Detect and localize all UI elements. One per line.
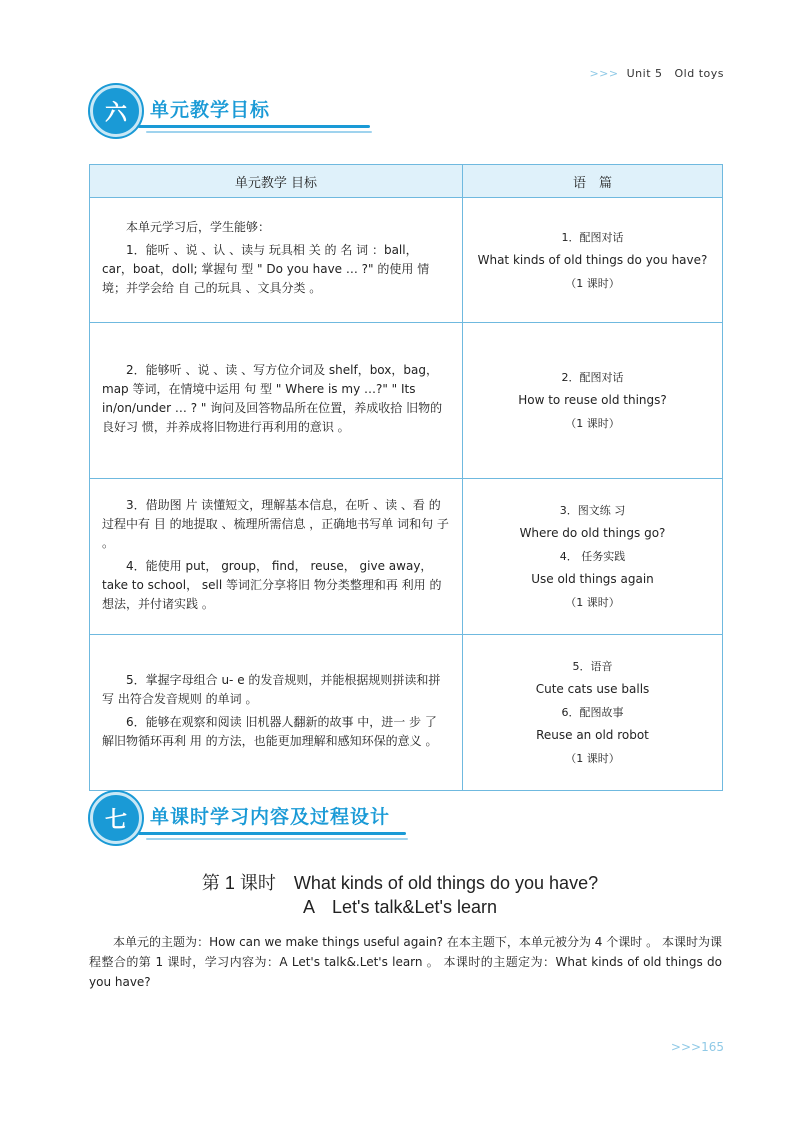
chapter-title: Use old things again (531, 572, 654, 586)
section-7-underline (138, 832, 406, 835)
chapter-cell (463, 635, 723, 791)
chapter-title: What kinds of old things do you have? (477, 252, 708, 267)
chapter-title: Cute cats use balls (535, 682, 650, 696)
col-header-chapter: 语 篇 (463, 165, 723, 198)
running-header (589, 67, 724, 80)
chapter-period: （1 课时） (565, 596, 620, 609)
chapter-label: 5．语音 (572, 660, 613, 673)
section-6-underline-light (146, 131, 372, 133)
chapter-period: （1 课时） (565, 417, 620, 430)
goal-text: 6．能够在观察和阅读 旧机器人翻新的故事 中，进一 步 了 解旧物循环再利 用 的方法，也能更加理解和感知环保的意义 。 (102, 714, 438, 748)
table-row (90, 323, 723, 479)
table-row (90, 198, 723, 323)
goals-cell (90, 323, 463, 479)
lesson-subtitle: A Let's talk&Let's learn (303, 897, 497, 917)
header-unit-title: Old toys (674, 67, 724, 80)
header-arrows: >>> (589, 67, 619, 80)
goal-text: 本单元学习后，学生能够： (126, 220, 271, 234)
section-7-title: 单课时学习内容及过程设计 (150, 806, 391, 828)
table-header-row (90, 165, 723, 198)
header-unit: Unit 5 (626, 67, 663, 80)
chapter-cell (463, 479, 723, 635)
chapter-title: How to reuse old things? (518, 393, 667, 407)
chapter-label: 4． 任务实践 (559, 550, 626, 563)
chapter-cell (463, 198, 723, 323)
section-6-heading (90, 85, 420, 135)
chapter-period: （1 课时） (565, 276, 620, 290)
table-row (90, 635, 723, 791)
goals-cell (90, 479, 463, 635)
chapter-label: 1．配图对话 (561, 230, 624, 244)
chapter-period: （1 课时） (565, 752, 620, 765)
chapter-title: Reuse an old robot (536, 728, 649, 742)
section-7-number: 七 (90, 792, 142, 844)
goal-text: 5．掌握字母组合 u- e 的发音规则，并能根据规则拼读和拼写 出符合发音规则 的单词 。 (102, 672, 441, 706)
chapter-title: Where do old things go? (519, 526, 666, 540)
goal-text: 4．能使用 put， group， find， reuse， give away，take to school， sell 等词汇分享将旧 物分类整理和再 利用 的想法，并付诸实践 。 (102, 558, 442, 611)
chapter-label: 2．配图对话 (561, 371, 624, 384)
unit-goals-table (89, 164, 723, 791)
goals-cell (90, 635, 463, 791)
section-7-underline-light (146, 838, 408, 840)
lesson-title: 第 1 课时 What kinds of old things do you have? (201, 873, 599, 893)
chapter-cell (463, 323, 723, 479)
page-number: >>>165 (670, 1040, 724, 1054)
lesson-intro-paragraph: 本单元的主题为：How can we make things useful again? 在本主题下，本单元被分为 4 个课时 。 本课时为课程整合的第 1 课时，学习内容为：A Let's talk&.Let's learn 。 本课时的主题定为：What kinds of old things do you have? (89, 935, 722, 989)
goals-cell (90, 198, 463, 323)
chapter-label: 3．图文练 习 (559, 504, 626, 517)
col-header-goals: 单元教学 目标 (90, 165, 463, 198)
section-6-underline (138, 125, 370, 128)
chapter-label: 6．配图故事 (561, 706, 624, 719)
section-6-title: 单元教学目标 (150, 99, 271, 121)
goal-text: 2．能够听 、说 、读 、写方位介词及 shelf，box，bag，map 等词，在情境中运用 句 型 " Where is my …?" " Its in/on/under … ? " 询问及回答物品所在位置，养成收拾 旧物的 良好习 惯，并养成将旧物进行再利用的意识 。 (102, 362, 443, 434)
table-row (90, 479, 723, 635)
goal-text: 3．借助图 片 读懂短文，理解基本信息，在听 、读 、看 的过程中有 目 的地提取 、梳理所需信息 ，正确地书写单 词和句 子 。 (102, 497, 449, 550)
section-6-number: 六 (90, 85, 142, 137)
section-7-heading (90, 792, 420, 842)
goal-text: 1．能听 、说 、认 、读与 玩具相 关 的 名 词 ：ball， car，boat，doll; 掌握句 型 " Do you have … ?" 的使用 情境；并学会给 自 己的玩具 、文具分类 。 (102, 243, 430, 295)
